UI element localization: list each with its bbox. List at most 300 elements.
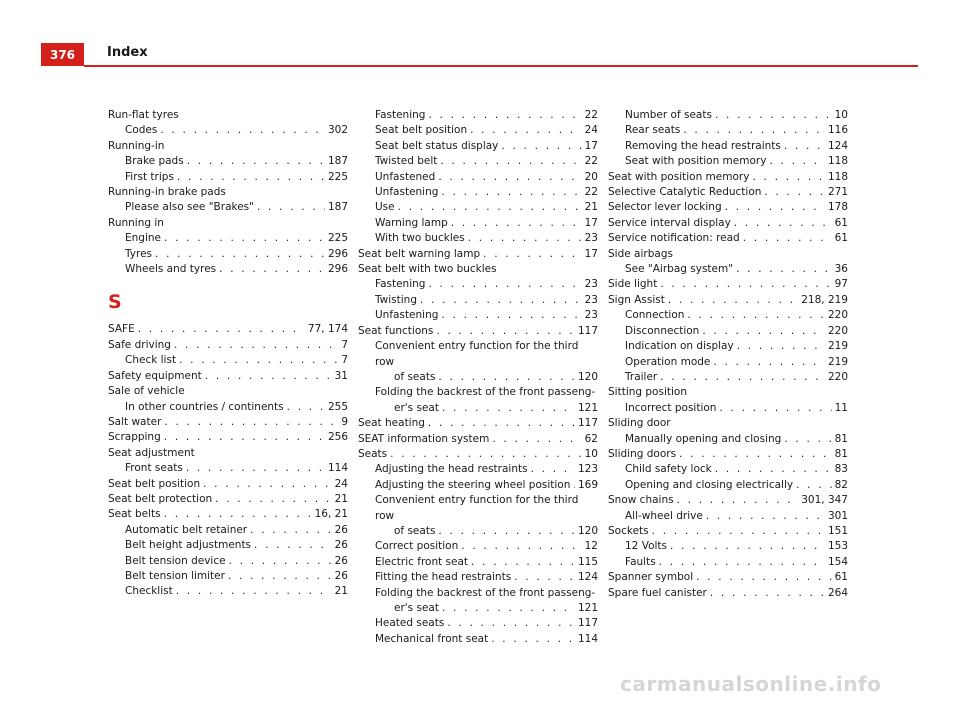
entry-text: Seat with position memory	[625, 155, 767, 168]
index-entry	[358, 108, 598, 123]
page-ref: 20	[584, 170, 598, 183]
index-entry	[108, 322, 348, 337]
dot-leader	[660, 277, 831, 292]
index-entry	[358, 478, 598, 493]
entry-text: Spanner symbol	[608, 571, 694, 584]
index-entry	[608, 154, 848, 169]
dot-leader	[440, 154, 581, 169]
entry-text: Seat belt warning lamp	[358, 247, 481, 260]
index-entry	[608, 200, 848, 215]
entry-row	[608, 324, 848, 339]
dot-leader	[442, 601, 575, 616]
dot-leader	[737, 339, 825, 354]
index-heading: Running in	[108, 216, 164, 229]
index-heading: Side airbags	[608, 247, 673, 260]
letter-heading: S	[108, 291, 122, 314]
index-entry	[358, 447, 598, 462]
entry-text: Fastening	[375, 109, 426, 121]
entry-row	[358, 616, 598, 631]
entry-row	[358, 308, 598, 323]
entry-row	[108, 123, 348, 138]
dot-leader	[187, 154, 325, 169]
entry-text: Seat heating	[358, 417, 425, 430]
entry-row	[108, 477, 348, 492]
entry-row	[608, 108, 848, 123]
page-ref: 26	[334, 523, 348, 536]
index-entry	[608, 539, 848, 554]
entry-text: Manually opening and closing	[625, 432, 782, 445]
page-ref: 26	[334, 539, 348, 552]
entry-text: SAFE	[108, 323, 135, 336]
entry-row	[608, 355, 848, 370]
entry-text: Belt tension device	[125, 554, 226, 567]
entry-row	[608, 139, 848, 154]
index-column-2	[358, 108, 598, 647]
dot-leader	[710, 586, 825, 601]
page-ref: 121	[577, 401, 598, 414]
watermark: carmanualsonline.info	[620, 672, 882, 696]
index-entry	[608, 462, 848, 477]
dot-leader	[470, 123, 582, 138]
entry-text: 12 Volts	[625, 540, 667, 553]
entry-row	[608, 185, 848, 200]
page-ref: 153	[827, 540, 848, 553]
page-ref: 187	[327, 201, 348, 214]
entry-text: Seat belt status display	[375, 139, 499, 152]
index-entry	[358, 586, 598, 617]
index-entry	[608, 277, 848, 292]
page-ref: 121	[577, 602, 598, 614]
entry-text: Brake pads	[125, 155, 184, 168]
index-entry	[358, 570, 598, 585]
entry-text: SEAT information system	[358, 432, 490, 445]
entry-row	[108, 507, 348, 522]
dot-leader	[659, 555, 825, 570]
index-heading: Sale of vehicle	[108, 385, 185, 398]
index-heading: Sitting position	[608, 386, 687, 399]
dot-leader	[254, 538, 332, 553]
page-ref: 296	[327, 263, 348, 276]
index-entry	[108, 569, 348, 584]
entry-row	[358, 478, 598, 493]
dot-leader	[219, 262, 325, 277]
entry-row	[108, 492, 348, 507]
entry-row	[108, 262, 348, 277]
page-ref: 225	[327, 232, 348, 245]
page-ref: 118	[827, 170, 848, 183]
dot-leader	[428, 108, 581, 123]
page-ref: 7	[341, 354, 348, 367]
entry-text: Twisting	[375, 293, 418, 306]
entry-text: er's seat	[394, 401, 439, 414]
page-ref: 16, 21	[314, 508, 348, 521]
entry-text: Side light	[608, 278, 658, 291]
index-entry	[108, 507, 348, 522]
index-entry	[358, 200, 598, 215]
index-entry	[608, 401, 848, 416]
page-ref: 22	[584, 155, 598, 168]
page-ref: 154	[827, 555, 848, 568]
index-entry	[358, 339, 598, 385]
index-heading: Running-in brake pads	[108, 186, 226, 199]
page-ref: 77, 174	[307, 323, 348, 336]
page-ref: 220	[827, 324, 848, 337]
page-ref: 24	[584, 124, 598, 137]
entry-text: Selective Catalytic Reduction	[608, 186, 762, 199]
entry-row	[108, 430, 348, 445]
dot-leader	[652, 524, 825, 539]
entry-text: Number of seats	[625, 109, 712, 121]
page-ref: 302	[327, 124, 348, 137]
page-ref: 271	[827, 186, 848, 199]
entry-text: Checklist	[125, 585, 173, 598]
entry-text: Seats	[358, 447, 388, 460]
page-ref: 82	[834, 478, 848, 491]
entry-row	[358, 447, 598, 462]
page-ref: 21	[334, 585, 348, 598]
entry-row	[108, 584, 348, 599]
index-entry	[608, 370, 848, 385]
page-ref: 21	[334, 492, 348, 505]
dot-leader	[660, 370, 825, 385]
index-entry	[608, 355, 848, 370]
entry-text-line: Folding the backrest of the front passeng-	[375, 386, 596, 399]
entry-row	[608, 339, 848, 354]
dot-leader	[461, 539, 581, 554]
index-entry	[358, 324, 598, 339]
entry-row	[358, 247, 598, 262]
index-entry	[608, 586, 848, 601]
dot-leader	[441, 185, 581, 200]
index-entry	[608, 231, 848, 246]
entry-text: Disconnection	[625, 324, 700, 337]
index-entry	[608, 324, 848, 339]
index-entry	[358, 308, 598, 323]
page-ref: 114	[327, 462, 348, 475]
entry-row	[608, 555, 848, 570]
entry-row	[108, 247, 348, 262]
entry-text: Seat belt protection	[108, 492, 213, 505]
entry-row	[358, 108, 598, 123]
index-entry	[108, 262, 348, 277]
entry-row	[108, 538, 348, 553]
entry-text-line: Convenient entry function for the third row	[375, 494, 579, 522]
entry-row	[608, 462, 848, 477]
dot-leader	[203, 477, 332, 492]
page-ref: 12	[584, 540, 598, 553]
entry-row	[608, 277, 848, 292]
page-ref: 220	[827, 370, 848, 383]
entry-row	[108, 415, 348, 430]
dot-leader	[257, 200, 325, 215]
dot-leader	[734, 216, 832, 231]
index-entry	[608, 432, 848, 447]
entry-row	[358, 401, 598, 416]
entry-row	[358, 139, 598, 154]
page-ref: 62	[584, 432, 598, 445]
dot-leader	[164, 415, 338, 430]
entry-text: Removing the head restraints	[625, 139, 781, 152]
index-entry	[608, 339, 848, 354]
entry-row	[358, 432, 598, 447]
dot-leader	[447, 616, 575, 631]
dot-leader	[442, 401, 575, 416]
index-entry	[608, 108, 848, 123]
index-entry	[358, 247, 598, 262]
page-ref: 219	[827, 340, 848, 353]
page-ref: 22	[584, 186, 598, 199]
entry-row	[358, 293, 598, 308]
page-ref: 301	[827, 509, 848, 522]
page-number: 376	[41, 43, 84, 66]
page-ref: 83	[834, 463, 848, 476]
dot-leader	[501, 139, 581, 154]
entry-row	[358, 185, 598, 200]
entry-row	[358, 462, 598, 477]
entry-text: See "Airbag system"	[625, 263, 734, 276]
index-entry	[108, 523, 348, 538]
dot-leader	[736, 262, 832, 277]
entry-text: Sockets	[608, 524, 649, 537]
dot-leader	[696, 570, 832, 585]
dot-leader	[668, 293, 798, 308]
entry-text: Adjusting the steering wheel position	[375, 478, 571, 491]
dot-leader	[160, 123, 325, 138]
index-entry	[358, 293, 598, 308]
entry-row	[108, 369, 348, 384]
entry-row	[358, 200, 598, 215]
index-heading: Seat belt with two buckles	[358, 263, 497, 276]
entry-text: Codes	[125, 124, 158, 137]
page-ref: 256	[327, 431, 348, 444]
entry-text-line: Convenient entry function for the third row	[375, 340, 579, 368]
entry-text: Seat belts	[108, 508, 161, 521]
entry-text: Fastening	[375, 278, 426, 291]
dot-leader	[250, 523, 331, 538]
entry-text-line: Folding the backrest of the front passeng-	[375, 586, 596, 599]
entry-text: Indication on display	[625, 340, 734, 353]
dot-leader	[215, 492, 331, 507]
entry-row	[358, 524, 598, 539]
entry-text: of seats	[394, 370, 436, 383]
index-heading: Seat adjustment	[108, 446, 195, 459]
index-entry	[108, 492, 348, 507]
page-ref: 17	[584, 139, 598, 152]
entry-row	[358, 370, 598, 385]
dot-leader	[186, 461, 325, 476]
index-entry	[358, 539, 598, 554]
entry-text: Belt tension limiter	[125, 569, 225, 582]
dot-leader	[451, 216, 582, 231]
entry-text: Selector lever locking	[608, 201, 722, 214]
entry-text: Wheels and tyres	[125, 263, 217, 276]
entry-row	[358, 231, 598, 246]
entry-row	[358, 632, 598, 647]
page-ref: 7	[341, 338, 348, 351]
entry-text: Incorrect position	[625, 401, 717, 414]
page-ref: 10	[834, 109, 848, 121]
dot-leader	[164, 231, 325, 246]
index-entry	[608, 447, 848, 462]
index-entry	[108, 461, 348, 476]
entry-row	[608, 401, 848, 416]
page-ref: 9	[341, 415, 348, 428]
index-entry	[108, 538, 348, 553]
page-ref: 178	[827, 201, 848, 214]
entry-text: All-wheel drive	[625, 509, 703, 522]
index-entry	[108, 369, 348, 384]
index-column-1	[108, 108, 348, 600]
page-ref: 151	[827, 524, 848, 537]
page-ref: 118	[827, 155, 848, 168]
page-ref: 61	[834, 232, 848, 245]
index-entry	[358, 432, 598, 447]
entry-row	[608, 370, 848, 385]
index-entry	[108, 247, 348, 262]
entry-text: Seat belt position	[108, 477, 201, 490]
entry-row	[608, 154, 848, 169]
page-ref: 225	[327, 170, 348, 183]
index-entry	[608, 139, 848, 154]
index-heading: Sliding door	[608, 417, 671, 430]
index-entry	[358, 185, 598, 200]
entry-row	[108, 461, 348, 476]
index-entry	[358, 616, 598, 631]
page-ref: 117	[577, 617, 598, 630]
entry-text: Electric front seat	[375, 555, 469, 568]
index-entry	[108, 415, 348, 430]
page-ref: 120	[577, 524, 598, 537]
index-entry	[358, 170, 598, 185]
dot-leader	[420, 293, 582, 308]
entry-text: Seat belt position	[375, 124, 468, 137]
index-entry	[608, 123, 848, 138]
page-ref: 117	[577, 417, 598, 430]
dot-leader	[471, 555, 575, 570]
entry-row	[108, 154, 348, 169]
entry-text: Warning lamp	[375, 216, 448, 229]
entry-row	[358, 539, 598, 554]
entry-row	[608, 293, 848, 308]
entry-text: of seats	[394, 524, 436, 537]
page-ref: 301, 347	[801, 494, 848, 507]
page-ref: 117	[577, 324, 598, 337]
index-entry	[608, 509, 848, 524]
index-entry	[608, 493, 848, 508]
entry-text: Heated seats	[375, 617, 445, 630]
dot-leader	[229, 554, 332, 569]
index-entry	[358, 555, 598, 570]
index-heading: Run-flat tyres	[108, 109, 179, 121]
dot-leader	[176, 584, 332, 599]
index-entry	[358, 632, 598, 647]
entry-row	[608, 586, 848, 601]
page-ref: 23	[584, 278, 598, 291]
entry-row	[108, 554, 348, 569]
entry-row	[608, 216, 848, 231]
page-ref: 23	[584, 232, 598, 245]
index-entry	[358, 462, 598, 477]
page-ref: 97	[834, 278, 848, 291]
index-entry	[358, 154, 598, 169]
entry-row	[108, 170, 348, 185]
dot-leader	[706, 509, 825, 524]
section-title: Index	[107, 45, 148, 60]
index-entry	[358, 385, 598, 416]
index-entry	[108, 231, 348, 246]
page-ref: 10	[584, 447, 598, 460]
page-ref: 26	[334, 569, 348, 582]
entry-text: Mechanical front seat	[375, 632, 489, 645]
entry-text: Snow chains	[608, 494, 674, 507]
dot-leader	[491, 632, 575, 647]
dot-leader	[715, 462, 832, 477]
page-ref: 219	[827, 355, 848, 368]
dot-leader	[687, 308, 825, 323]
dot-leader	[670, 539, 825, 554]
page-ref: 22	[584, 109, 598, 121]
entry-text: Rear seats	[625, 124, 681, 137]
entry-row	[608, 170, 848, 185]
page-ref: 220	[827, 309, 848, 322]
dot-leader	[683, 123, 825, 138]
index-entry	[358, 416, 598, 431]
entry-text: Salt water	[108, 415, 162, 428]
page-ref: 187	[327, 155, 348, 168]
dot-leader	[769, 154, 825, 169]
dot-leader	[752, 170, 825, 185]
dot-leader	[725, 200, 825, 215]
entry-text: Tyres	[125, 247, 153, 260]
entry-text: Scrapping	[108, 431, 161, 444]
dot-leader	[390, 447, 581, 462]
dot-leader	[228, 569, 332, 584]
dot-leader	[492, 432, 581, 447]
index-entry	[608, 478, 848, 493]
page-ref: 17	[584, 216, 598, 229]
index-entry	[358, 139, 598, 154]
dot-leader	[155, 247, 325, 262]
entry-text: Unfastening	[375, 186, 439, 199]
index-heading: Running-in	[108, 139, 165, 152]
dot-leader	[436, 324, 575, 339]
page-ref: 81	[834, 447, 848, 460]
index-entry	[358, 231, 598, 246]
entry-text: Unfastened	[375, 170, 436, 183]
dot-leader	[743, 231, 832, 246]
entry-row	[358, 324, 598, 339]
entry-row	[108, 353, 348, 368]
dot-leader	[784, 139, 825, 154]
entry-text: Adjusting the head restraints	[375, 463, 528, 476]
page-ref: 169	[577, 478, 598, 491]
page-ref: 264	[827, 586, 848, 599]
entry-row	[108, 523, 348, 538]
entry-row	[358, 416, 598, 431]
dot-leader	[679, 447, 832, 462]
page-ref: 120	[577, 370, 598, 383]
index-entry	[108, 400, 348, 415]
page-ref: 114	[577, 632, 598, 645]
page-ref: 24	[334, 477, 348, 490]
entry-row	[608, 524, 848, 539]
entry-text: Fitting the head restraints	[375, 571, 512, 584]
entry-text: Connection	[625, 309, 685, 322]
index-entry	[108, 200, 348, 215]
entry-text: Faults	[625, 555, 656, 568]
entry-text: Unfastening	[375, 309, 439, 322]
dot-leader	[177, 170, 325, 185]
